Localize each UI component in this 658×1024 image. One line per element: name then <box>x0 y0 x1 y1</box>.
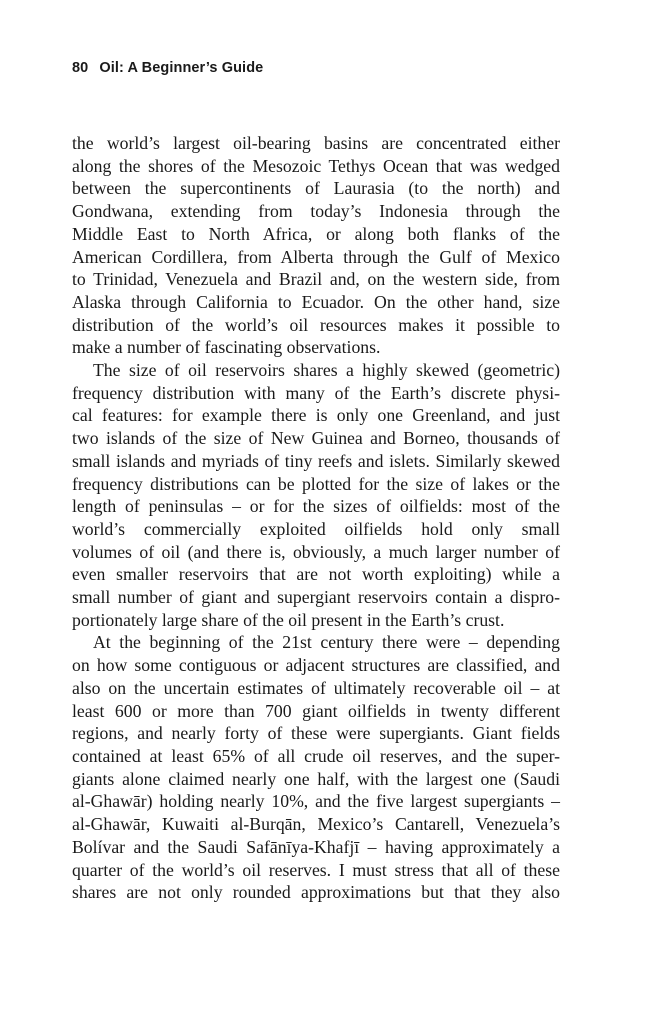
text-line: to Trinidad, Venezuela and Brazil and, on the western side, from <box>72 269 560 290</box>
paragraph <box>72 631 560 903</box>
text-line: along the shores of the Mesozoic Tethys Ocean that was wedged <box>72 155 560 176</box>
running-title: Oil: A Beginner’s Guide <box>99 60 264 76</box>
text-line: least 600 or more than 700 giant oilfields in twenty different <box>72 700 560 721</box>
text-line: quarter of the world’s oil reserves. I must stress that all of these <box>72 859 560 880</box>
text-line: regions, and nearly forty of these were supergiants. Giant fields <box>72 723 560 744</box>
text-line: contained at least 65% of all crude oil reserves, and the super- <box>72 745 560 766</box>
text-line: American Cordillera, from Alberta through the Gulf of Mexico <box>72 246 560 267</box>
paragraph <box>72 132 560 359</box>
text-line: giants alone claimed nearly one half, with the largest one (Saudi <box>72 768 560 789</box>
text-line: between the supercontinents of Laurasia (to the north) and <box>72 178 560 199</box>
text-line: also on the uncertain estimates of ultimately recoverable oil – at <box>72 677 560 698</box>
text-line: frequency distributions can be plotted for the size of lakes or the <box>72 473 560 494</box>
text-line: Alaska through California to Ecuador. On the other hand, size <box>72 291 560 312</box>
text-line: At the beginning of the 21st century there were – depending <box>93 632 560 653</box>
text-line: on how some contiguous or adjacent structures are classified, and <box>72 655 560 676</box>
text-line: cal features: for example there is only one Greenland, and just <box>72 405 560 426</box>
text-line: distribution of the world’s oil resources makes it possible to <box>72 314 560 335</box>
text-line: Bolívar and the Saudi Safānīya-Khafjī – having approximately a <box>72 836 560 857</box>
text-line: small islands and myriads of tiny reefs and islets. Similarly skewed <box>72 450 560 471</box>
page-body <box>72 132 560 904</box>
text-line: small number of giant and supergiant reservoirs contain a dispro- <box>72 587 560 608</box>
text-line: world’s commercially exploited oilfields hold only small <box>72 518 560 539</box>
paragraph <box>72 359 560 631</box>
text-line: volumes of oil (and there is, obviously, a much larger number of <box>72 541 560 562</box>
text-line: al-Ghawār, Kuwaiti al-Burqān, Mexico’s Cantarell, Venezuela’s <box>72 814 560 835</box>
text-line: length of peninsulas – or for the sizes of oilfields: most of the <box>72 496 560 517</box>
text-line: shares are not only rounded approximations but that they also <box>72 882 560 903</box>
text-line: The size of oil reservoirs shares a highly skewed (geometric) <box>93 360 560 381</box>
text-line: two islands of the size of New Guinea and Borneo, thousands of <box>72 428 560 449</box>
text-line: the world’s largest oil-bearing basins are concentrated either <box>72 133 560 153</box>
text-line: portionately large share of the oil present in the Earth’s crust. <box>72 609 505 630</box>
page-number: 80 <box>72 60 89 76</box>
text-line: make a number of fascinating observations. <box>72 337 381 358</box>
running-header <box>72 60 263 76</box>
text-line: frequency distribution with many of the Earth’s discrete physi- <box>72 382 560 403</box>
text-line: al-Ghawār) holding nearly 10%, and the five largest supergiants – <box>72 791 560 812</box>
text-line: Gondwana, extending from today’s Indonesia through the <box>72 201 560 222</box>
text-line: even smaller reservoirs that are not worth exploiting) while a <box>72 564 560 585</box>
text-line: Middle East to North Africa, or along both flanks of the <box>72 223 560 244</box>
